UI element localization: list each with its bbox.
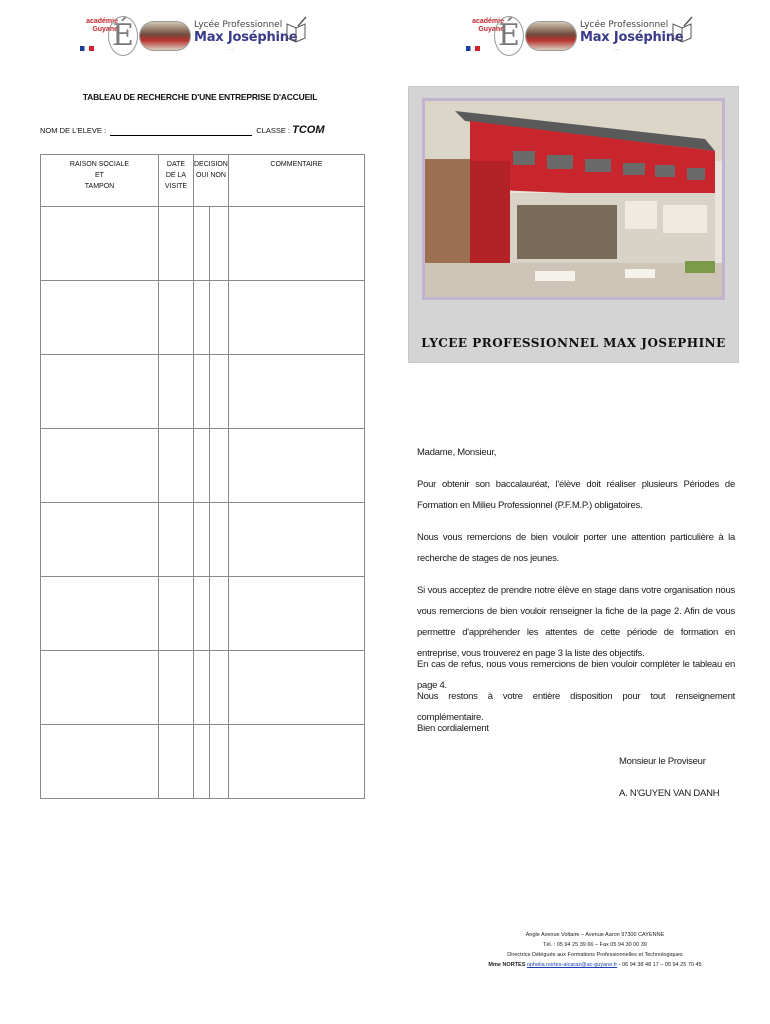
footer-contact (460, 960, 730, 970)
cell-non[interactable] (210, 651, 229, 725)
cell-non[interactable] (210, 429, 229, 503)
cell-non[interactable] (210, 207, 229, 281)
cell-commentaire[interactable] (228, 207, 364, 281)
building-caption: LYCEE PROFESSIONNEL MAX JOSEPHINE (421, 336, 726, 350)
footer-phone-fax: Tél. : 05 94 25 39 66 – Fax 05 94 30 00 39 (543, 942, 647, 948)
cell-oui[interactable] (194, 577, 210, 651)
cell-commentaire[interactable] (228, 281, 364, 355)
col-date-visite: DATE DE LA VISITE (159, 155, 194, 207)
building-illustration (425, 101, 722, 297)
search-table (40, 154, 365, 799)
academie-logo: académie Guyane (472, 18, 504, 33)
table-header-row (41, 155, 365, 207)
lycee-label: Lycée Professionnel (194, 20, 283, 30)
cell-commentaire[interactable] (228, 355, 364, 429)
col-commentaire: COMMENTAIRE (228, 155, 364, 207)
letter-paragraph-2: Nous vous remercions de bien vouloir porter une attention particulière à la recherche de stages de nos jeunes. (417, 532, 735, 564)
cell-raison[interactable] (41, 503, 159, 577)
logo-subtext: ··· (228, 47, 233, 53)
cell-oui[interactable] (194, 355, 210, 429)
school-building-photo (425, 101, 722, 297)
header-logo-right (464, 14, 704, 60)
cell-commentaire[interactable] (228, 577, 364, 651)
cell-raison[interactable] (41, 281, 159, 355)
table-row (41, 725, 365, 799)
student-name-label: NOM DE L'ELEVE : (40, 126, 107, 135)
footer-address: Angle Avenue Voltaire – Avenue Aaron 97300 CAYENNE (525, 932, 665, 938)
cell-date[interactable] (159, 429, 194, 503)
table-row (41, 281, 365, 355)
school-photo-thumbnail (526, 22, 576, 50)
book-pen-icon (670, 16, 694, 46)
cell-non[interactable] (210, 281, 229, 355)
lycee-name: Max Joséphine (194, 30, 298, 45)
letter-paragraph-5: Nous restons à votre entière disposition pour tout renseignement complémentaire. (417, 691, 735, 723)
cell-non[interactable] (210, 725, 229, 799)
footer (460, 930, 730, 970)
signer-title: Monsieur le Proviseur (619, 756, 706, 767)
cell-oui[interactable] (194, 503, 210, 577)
table-row (41, 355, 365, 429)
cell-oui[interactable] (194, 281, 210, 355)
cell-raison[interactable] (41, 725, 159, 799)
cell-date[interactable] (159, 207, 194, 281)
cell-non[interactable] (210, 355, 229, 429)
table-row (41, 651, 365, 725)
table-row (41, 207, 365, 281)
lycee-label: Lycée Professionnel (580, 20, 669, 30)
cell-date[interactable] (159, 577, 194, 651)
letter-paragraph-1: Pour obtenir son baccalauréat, l'élève doit réaliser plusieurs Périodes de Formation en Milieu Professionnel (P.F.M.P.) obligatoires. (417, 479, 735, 511)
cell-non[interactable] (210, 503, 229, 577)
cell-non[interactable] (210, 577, 229, 651)
cell-commentaire[interactable] (228, 651, 364, 725)
student-name-field[interactable] (110, 135, 252, 136)
footer-contact-phones: - 06 94 38 48 17 – 05 94 25 70 45 (618, 962, 702, 968)
school-building-frame (408, 86, 739, 363)
class-value: TCOM (292, 124, 325, 136)
logo-subtext: ··· (614, 47, 619, 53)
letter-paragraph-3: Si vous acceptez de prendre notre élève en stage dans votre organisation nous vous remercions de bien vouloir renseigner la fiche de la page 2. Afin de vous permettre d'appréhender les attentes de cette période de formation en entreprise, vous trouverez en page 3 la liste des objectifs. (417, 585, 735, 659)
col-raison-sociale: RAISON SOCIALE ET TAMPON (41, 155, 159, 207)
cell-oui[interactable] (194, 429, 210, 503)
student-line (40, 124, 324, 136)
e-logo-icon: É (494, 16, 524, 56)
signer-name: A. N'GUYEN VAN DANH (619, 788, 720, 799)
letter-paragraph-4: En cas de refus, nous vous remercions de bien vouloir compléter le tableau en page 4. (417, 659, 735, 691)
cell-commentaire[interactable] (228, 725, 364, 799)
cell-raison[interactable] (41, 651, 159, 725)
table-title: TABLEAU DE RECHERCHE D'UNE ENTREPRISE D'ACCUEIL (82, 92, 318, 102)
cell-date[interactable] (159, 651, 194, 725)
cell-date[interactable] (159, 281, 194, 355)
cell-raison[interactable] (41, 429, 159, 503)
footer-director: Directrice Déléguée aux Formations Professionnelles et Technologiques (507, 952, 683, 958)
cell-oui[interactable] (194, 651, 210, 725)
table-row (41, 503, 365, 577)
e-logo-icon: É (108, 16, 138, 56)
cell-raison[interactable] (41, 577, 159, 651)
cell-date[interactable] (159, 355, 194, 429)
letter-greeting: Madame, Monsieur, (417, 447, 497, 458)
col-decision: DECISION OUI NON (194, 155, 229, 207)
footer-contact-email[interactable]: ophelia.nortes-alcaraz@ac-guyane.fr (526, 962, 618, 968)
flag-icon (466, 46, 480, 51)
cell-date[interactable] (159, 503, 194, 577)
cell-oui[interactable] (194, 725, 210, 799)
class-label: CLASSE : (256, 126, 290, 135)
school-photo-thumbnail (140, 22, 190, 50)
cell-date[interactable] (159, 725, 194, 799)
cell-raison[interactable] (41, 355, 159, 429)
academie-logo: académie Guyane (86, 18, 118, 33)
table-row (41, 429, 365, 503)
cell-commentaire[interactable] (228, 429, 364, 503)
table-row (41, 577, 365, 651)
cell-raison[interactable] (41, 207, 159, 281)
lycee-name: Max Joséphine (580, 30, 684, 45)
flag-icon (80, 46, 94, 51)
letter-closing: Bien cordialement (417, 723, 489, 734)
cell-commentaire[interactable] (228, 503, 364, 577)
book-pen-icon (284, 16, 308, 46)
footer-contact-name: Mme NORTES (488, 962, 526, 968)
cell-oui[interactable] (194, 207, 210, 281)
header-logo-left (78, 14, 318, 60)
